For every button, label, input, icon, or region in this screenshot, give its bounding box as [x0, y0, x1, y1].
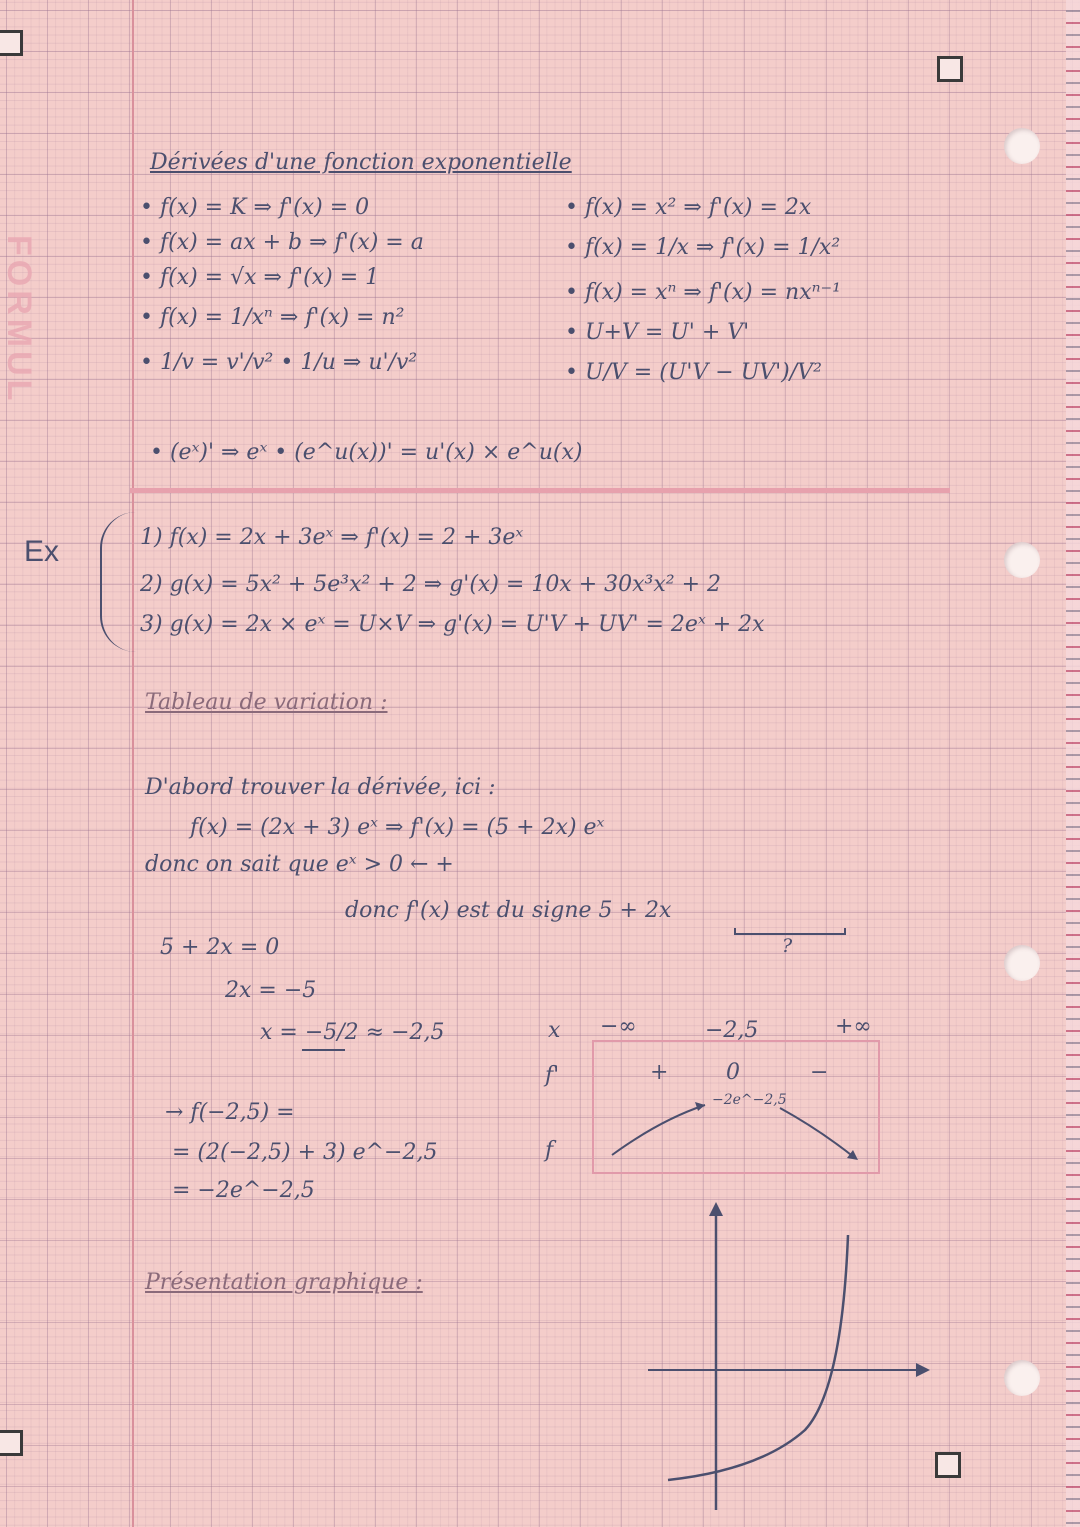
- formula-right: • f(x) = xⁿ ⇒ f'(x) = nxⁿ⁻¹: [565, 280, 841, 305]
- fvalue-step: = −2e^−2,5: [172, 1178, 315, 1203]
- table-extremum-value: −2e^−2,5: [712, 1092, 787, 1108]
- table-sign: +: [650, 1060, 669, 1085]
- derivative-text: donc on sait que eˣ > 0 ← +: [145, 852, 454, 877]
- formula-right: • f(x) = 1/x ⇒ f'(x) = 1/x²: [565, 235, 841, 260]
- margin-label: FORMUL: [0, 235, 38, 405]
- formula-left: • f(x) = √x ⇒ f'(x) = 1: [140, 265, 380, 290]
- increasing-arrow: [612, 1105, 705, 1155]
- question-mark: ?: [782, 935, 793, 957]
- formula-left: • 1/v = v'/v² • 1/u ⇒ u'/v²: [140, 350, 418, 375]
- formula-left: • f(x) = 1/xⁿ ⇒ f'(x) = n²: [140, 305, 405, 330]
- exp-derivative-rules: • (eˣ)' ⇒ eˣ • (e^u(x))' = u'(x) × e^u(x): [150, 440, 583, 465]
- fvalue-step: = (2(−2,5) + 3) e^−2,5: [172, 1140, 438, 1165]
- formula-right: • f(x) = x² ⇒ f'(x) = 2x: [565, 195, 812, 220]
- table-sign: 0: [726, 1060, 740, 1085]
- x-axis-arrow-icon: [916, 1363, 930, 1377]
- example-line: 3) g(x) = 2x × eˣ = U×V ⇒ g'(x) = U'V + UV' = 2eˣ + 2x: [140, 612, 765, 637]
- fvalue-step: → f(−2,5) =: [165, 1100, 295, 1125]
- example-line: 1) f(x) = 2x + 3eˣ ⇒ f'(x) = 2 + 3eˣ: [140, 525, 524, 550]
- function-curve: [668, 1235, 848, 1480]
- table-row-x: x: [548, 1018, 561, 1043]
- section-heading-variation: Tableau de variation :: [145, 690, 388, 715]
- derivative-text: D'abord trouver la dérivée, ici :: [145, 775, 496, 800]
- table-row-fprime: f': [545, 1063, 560, 1088]
- table-row-f: f: [545, 1138, 554, 1163]
- formula-right: • U/V = (U'V − UV')/V²: [565, 360, 822, 385]
- derivative-text: f(x) = (2x + 3) eˣ ⇒ f'(x) = (5 + 2x) eˣ: [190, 815, 605, 840]
- solve-step: 2x = −5: [225, 978, 317, 1003]
- table-x-value: −2,5: [705, 1018, 759, 1043]
- brace-underline: [735, 928, 845, 934]
- arrow-head: [847, 1150, 858, 1160]
- y-axis-arrow-icon: [709, 1202, 723, 1216]
- solve-step: x = −5/2 ≈ −2,5: [260, 1020, 445, 1045]
- formula-left: • f(x) = ax + b ⇒ f'(x) = a: [140, 230, 424, 255]
- section-heading-graph: Présentation graphique :: [145, 1270, 423, 1295]
- table-x-value: +∞: [835, 1014, 872, 1039]
- formula-right: • U+V = U' + V': [565, 320, 750, 345]
- formula-left: • f(x) = K ⇒ f'(x) = 0: [140, 195, 370, 220]
- decreasing-arrow: [780, 1108, 855, 1158]
- examples-label: Ex: [24, 535, 60, 568]
- example-line: 2) g(x) = 5x² + 5e³x² + 2 ⇒ g'(x) = 10x + 30x³x² + 2: [140, 572, 722, 597]
- table-x-value: −∞: [600, 1014, 637, 1039]
- solve-step: 5 + 2x = 0: [160, 935, 280, 960]
- derivative-text: donc f'(x) est du signe 5 + 2x: [345, 898, 672, 923]
- table-sign: −: [810, 1060, 829, 1085]
- page-title: Dérivées d'une fonction exponentielle: [150, 150, 572, 175]
